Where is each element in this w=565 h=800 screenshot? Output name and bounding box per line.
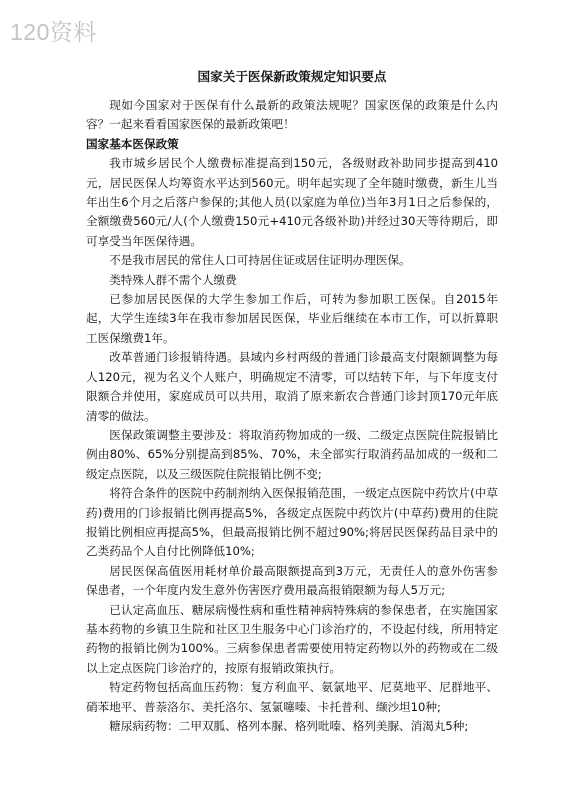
- document-body: [86, 68, 498, 736]
- document-title: 国家关于医保新政策规定知识要点: [197, 69, 387, 84]
- body-paragraph: 我市城乡居民个人缴费标准提高到150元，各级财政补助同步提高到410元，居民医保人均筹资水平达到560元。明年起实现了全年随时缴费，新生儿当年出生6个月之后落户参保的;其他人员(以家庭为单位)当年3月1日之后参保的，全额缴费560元/人(个人缴费150元+410元各级补助)并经过30天等待期后，即可享受当年医保待遇。: [86, 156, 498, 248]
- body-paragraph: 不是我市居民的常住人口可持居住证或居住证明办理医保。: [109, 253, 411, 268]
- body-paragraph: 已参加居民医保的大学生参加工作后，可转为参加职工医保。自2015年起，大学生连续3年在我市参加居民医保，毕业后继续在本市工作，可以折算职工医保缴费1年。: [86, 292, 498, 345]
- body-paragraph: 类特殊人群不需个人缴费: [109, 272, 237, 287]
- body-paragraph: 已认定高血压、糖尿病慢性病和重性精神病特殊病的参保患者，在实施国家基本药物的乡镇卫生院和社区卫生服务中心门诊治疗的，不设起付线，所用特定药物的报销比例为100%。三病参保患者需要使用特定药物以外的药物或在二级以上定点医院门诊治疗的，按原有报销政策执行。: [86, 602, 498, 675]
- body-paragraph: 改革普通门诊报销待遇。县域内乡村两级的普通门诊最高支付限额调整为每人120元，视为名义个人账户，明确规定不清零，可以结转下年，与下年度支付限额合并使用，家庭成员可以共用，取消了原来新农合普通门诊封顶170元年底清零的做法。: [86, 350, 498, 423]
- section-heading: 国家基本医保政策: [86, 136, 179, 151]
- body-paragraph: 居民医保高值医用耗材单价最高限额提高到3万元，无责任人的意外伤害参保患者，一个年度内发生意外伤害医疗费用最高报销限额为每人5万元;: [86, 563, 498, 598]
- watermark: 120资料: [10, 19, 97, 45]
- body-paragraph: 现如今国家对于医保有什么最新的政策法规呢？国家医保的政策是什么内容？一起来看看国家医保的最新政策吧！: [86, 98, 498, 132]
- body-paragraph: 特定药物包括高血压药物：复方利血平、氨氯地平、尼莫地平、尼群地平、硝苯地平、普萘洛尔、美托洛尔、氢氯噻嗪、卡托普利、缬沙坦10种;: [86, 680, 498, 714]
- body-paragraph: 医保政策调整主要涉及：将取消药物加成的一级、二级定点医院住院报销比例由80%、65%分别提高到85%、70%，未全部实行取消药品加成的一级和二级定点医院，以及三级医院住院报销比例不变;: [86, 427, 498, 481]
- body-paragraph: 将符合条件的医院中药制剂纳入医保报销范围，一级定点医院中药饮片(中草药)费用的门诊报销比例再提高5%，各级定点医院中药饮片(中草药)费用的住院报销比例相应再提高5%，但最高报销比例不超过90%;将居民医保药品目录中的乙类药品个人自付比例降低10%;: [86, 486, 498, 559]
- body-paragraph: 糖尿病药物：二甲双胍、格列本脲、格列吡嗪、格列美脲、消渴丸5种;: [109, 719, 469, 733]
- paragraph-list: [86, 96, 498, 736]
